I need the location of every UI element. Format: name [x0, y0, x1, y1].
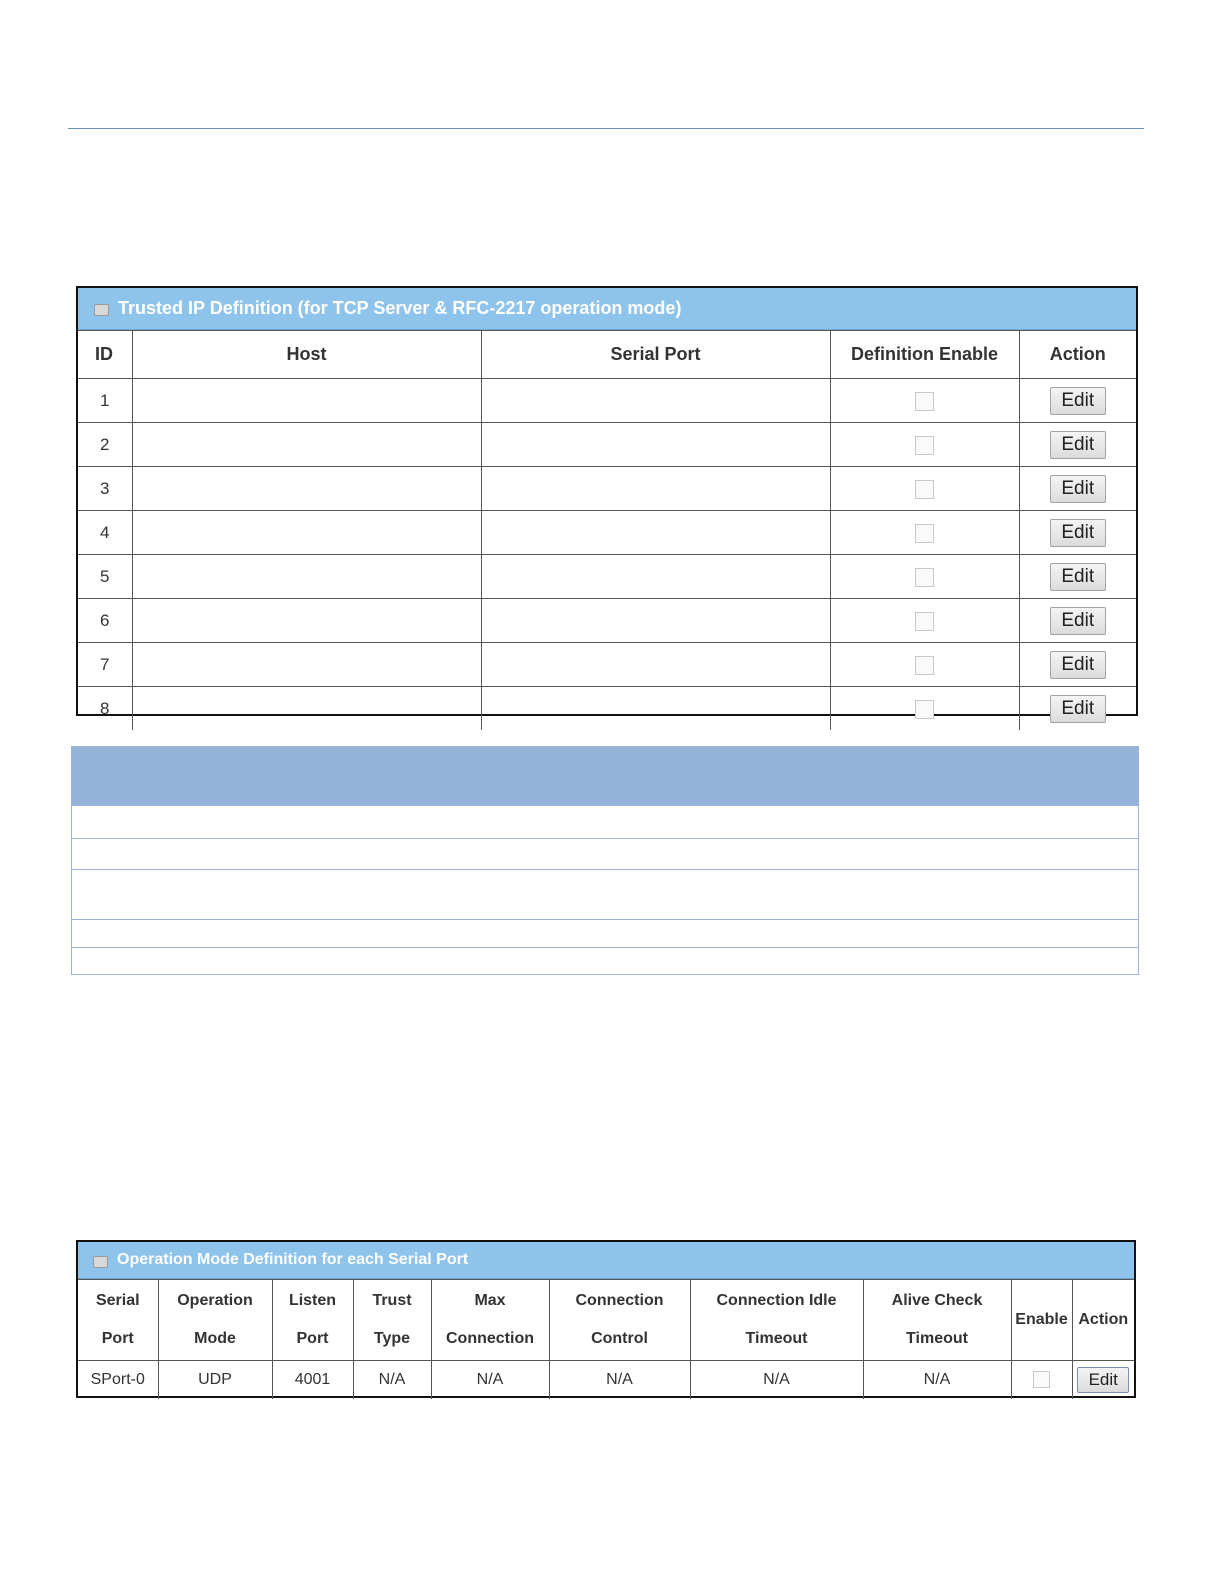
operation-mode-panel-title: Operation Mode Definition for each Serial Port — [117, 1251, 469, 1268]
operation-mode-panel-header — [78, 1242, 1134, 1279]
row-serial-port — [481, 379, 830, 423]
edit-button[interactable]: Edit — [1077, 1367, 1129, 1393]
row-serial-port — [481, 467, 830, 511]
reference-table-row — [72, 806, 1138, 838]
row-host — [132, 511, 481, 555]
row-action-cell — [1019, 379, 1136, 423]
trusted-ip-table — [78, 330, 1136, 730]
table-row — [78, 511, 1136, 555]
reference-table-row — [72, 838, 1138, 869]
row-enable-cell — [830, 599, 1019, 643]
row-enable-cell — [830, 687, 1019, 731]
reference-table-row — [72, 919, 1138, 947]
column-header-id: ID — [78, 331, 132, 379]
panel-collapse-icon[interactable] — [93, 1256, 108, 1268]
edit-button[interactable]: Edit — [1050, 607, 1106, 635]
panel-collapse-icon[interactable] — [94, 304, 109, 316]
table-row — [78, 555, 1136, 599]
definition-enable-checkbox[interactable] — [915, 524, 934, 543]
column-header-connection-control: Connection Control — [549, 1280, 690, 1361]
definition-enable-checkbox[interactable] — [915, 612, 934, 631]
row-host — [132, 379, 481, 423]
edit-button[interactable]: Edit — [1050, 695, 1106, 723]
column-header-connection-idle-timeout: Connection Idle Timeout — [690, 1280, 863, 1361]
edit-button[interactable]: Edit — [1050, 519, 1106, 547]
row-serial-port — [481, 643, 830, 687]
row-host — [132, 687, 481, 731]
column-header-enable: Enable — [1011, 1280, 1072, 1361]
column-header-operation-mode: Operation Mode — [158, 1280, 272, 1361]
reference-table-row — [72, 869, 1138, 919]
row-serial-port: SPort-0 — [78, 1361, 158, 1400]
row-id: 1 — [78, 379, 132, 423]
row-enable-cell — [830, 511, 1019, 555]
row-action-cell — [1019, 599, 1136, 643]
definition-enable-checkbox[interactable] — [915, 656, 934, 675]
row-action-cell — [1019, 511, 1136, 555]
row-serial-port — [481, 423, 830, 467]
row-action-cell — [1019, 555, 1136, 599]
table-header-row — [78, 331, 1136, 379]
edit-button[interactable]: Edit — [1050, 651, 1106, 679]
row-enable-cell — [830, 467, 1019, 511]
definition-enable-checkbox[interactable] — [915, 392, 934, 411]
row-serial-port — [481, 599, 830, 643]
row-host — [132, 555, 481, 599]
column-header-alive-check-timeout: Alive Check Timeout — [863, 1280, 1011, 1361]
row-enable-cell — [830, 423, 1019, 467]
operation-mode-panel — [76, 1240, 1136, 1398]
row-idle-timeout: N/A — [690, 1361, 863, 1400]
row-enable-cell — [830, 643, 1019, 687]
row-enable-cell — [1011, 1361, 1072, 1400]
row-host — [132, 423, 481, 467]
table-row — [78, 687, 1136, 731]
page-header-rule — [68, 128, 1144, 129]
column-header-listen-port: Listen Port — [272, 1280, 353, 1361]
row-enable-cell — [830, 379, 1019, 423]
row-action-cell — [1072, 1361, 1134, 1400]
row-connection-control: N/A — [549, 1361, 690, 1400]
definition-enable-checkbox[interactable] — [915, 700, 934, 719]
edit-button[interactable]: Edit — [1050, 475, 1106, 503]
enable-checkbox[interactable] — [1033, 1371, 1050, 1388]
definition-enable-checkbox[interactable] — [915, 436, 934, 455]
trusted-ip-panel-title: Trusted IP Definition (for TCP Server & RFC-2217 operation mode) — [118, 298, 682, 318]
edit-button[interactable]: Edit — [1050, 563, 1106, 591]
row-alive-check-timeout: N/A — [863, 1361, 1011, 1400]
table-row — [78, 467, 1136, 511]
definition-enable-checkbox[interactable] — [915, 480, 934, 499]
column-header-serial-port: Serial Port — [481, 331, 830, 379]
table-row — [78, 379, 1136, 423]
column-header-action: Action — [1072, 1280, 1134, 1361]
reference-table-header — [72, 747, 1138, 806]
table-row — [78, 599, 1136, 643]
row-id: 5 — [78, 555, 132, 599]
trusted-ip-panel-header — [78, 288, 1136, 330]
row-action-cell — [1019, 687, 1136, 731]
trusted-ip-panel — [76, 286, 1138, 719]
row-serial-port — [481, 555, 830, 599]
row-id: 8 — [78, 687, 132, 731]
row-trust-type: N/A — [353, 1361, 431, 1400]
row-id: 4 — [78, 511, 132, 555]
row-host — [132, 599, 481, 643]
operation-mode-table — [78, 1279, 1134, 1399]
table-row — [78, 423, 1136, 467]
row-max-connection: N/A — [431, 1361, 549, 1400]
edit-button[interactable]: Edit — [1050, 431, 1106, 459]
row-action-cell — [1019, 643, 1136, 687]
row-enable-cell — [830, 555, 1019, 599]
row-action-cell — [1019, 467, 1136, 511]
column-header-trust-type: Trust Type — [353, 1280, 431, 1361]
table-row — [78, 643, 1136, 687]
column-header-max-connection: Max Connection — [431, 1280, 549, 1361]
row-listen-port: 4001 — [272, 1361, 353, 1400]
row-id: 3 — [78, 467, 132, 511]
reference-table — [71, 746, 1139, 975]
edit-button[interactable]: Edit — [1050, 387, 1106, 415]
table-row — [78, 1361, 1134, 1400]
row-id: 2 — [78, 423, 132, 467]
column-header-host: Host — [132, 331, 481, 379]
table-header-row — [78, 1280, 1134, 1361]
row-host — [132, 643, 481, 687]
row-id: 6 — [78, 599, 132, 643]
row-action-cell — [1019, 423, 1136, 467]
row-serial-port — [481, 511, 830, 555]
row-operation-mode: UDP — [158, 1361, 272, 1400]
row-serial-port — [481, 687, 830, 731]
column-header-definition-enable: Definition Enable — [830, 331, 1019, 379]
reference-table-row — [72, 947, 1138, 974]
row-host — [132, 467, 481, 511]
column-header-serial-port: Serial Port — [78, 1280, 158, 1361]
row-id: 7 — [78, 643, 132, 687]
definition-enable-checkbox[interactable] — [915, 568, 934, 587]
column-header-action: Action — [1019, 331, 1136, 379]
